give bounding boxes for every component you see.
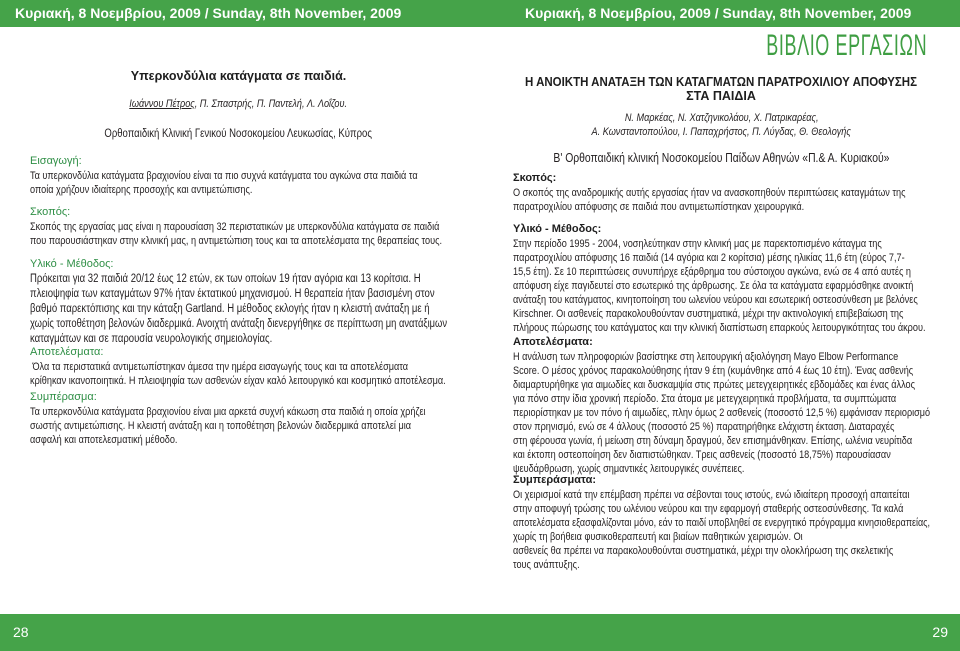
abstract-line: ασφαλή και αποτελεσματική μέθοδο. xyxy=(30,434,178,446)
abstract-line: περιορίστηκαν με τον πόνο ή αιμωδίες, πλην όμως 2 ασθενείς (ποσοστό 12,5 %) εμφάνισαν περιορισμό xyxy=(513,407,930,419)
abstract-line: Τα υπερκονδύλια κατάγματα βραχιονίου είναι τα πιο συχνά κατάγματα του αγκώνα στα παιδιά τα xyxy=(30,170,418,182)
section-heading: Αποτελέσματα: xyxy=(513,336,593,348)
abstract-line: Ο σκοπός της αναδρομικής αυτής εργασίας ήταν να ανασκοπηθούν περιπτώσεις καταγμάτων της xyxy=(513,187,906,199)
abstract-line: Οι χειρισμοί κατά την επέμβαση πρέπει να σέβονται τους ιστούς, ενώ ιδιαίτερη προσοχή απαιτείται xyxy=(513,489,910,501)
abstract-line: παρατροχιλίου απόφυσης 16 παιδιά (14 αγόρια και 2 κορίτσια) μέσης ηλικίας 11,6 έτη (εύρος 7,7- xyxy=(513,252,905,264)
affiliation-block xyxy=(513,151,930,165)
section-heading: Αποτελέσματα: xyxy=(30,346,104,358)
abstract-line: Τα υπερκονδύλια κατάγματα βραχιονίου είναι μια αρκετά συχνή κάκωση στα παιδιά η οποία χρήζει xyxy=(30,406,426,418)
abstract-line: και έκτοπη οστεοποίηση δεν διαπιστώθηκαν. Τρεις ασθενείς (ποσοστό 18,75%) παρουσίασαν xyxy=(513,449,891,461)
section-materials-methods xyxy=(30,257,447,347)
left-abstract xyxy=(30,0,447,614)
section-heading: Συμπεράσματα: xyxy=(513,474,596,486)
running-header-text: Κυριακή, 8 Νοεμβρίου, 2009 / Sunday, 8th November, 2009 xyxy=(525,5,912,21)
abstract-line: στη φέρουσα γωνία, ή μείωση στη δύναμη δραγμού, δεν επισημάνθηκαν. Επίσης, ωλένια νευρίτιδα xyxy=(513,435,913,447)
abstract-line: βαθμό παρεκτόπισης και την κάταξη Gartland. Η μέθοδος εκλογής ήταν η κλειστή ανάταξη με ή xyxy=(30,303,430,315)
abstract-line: 15,5 έτη). Σε 10 περιπτώσεις συνυπήρχε εξάρθρημα του σύστοιχου αγκώνα, ενώ σε 4 από αυτές η xyxy=(513,266,911,278)
section-heading: Συμπέρασμα: xyxy=(30,391,97,403)
abstract-title-block xyxy=(525,75,917,103)
section-results xyxy=(30,345,447,388)
footer-band-right xyxy=(480,614,960,651)
abstract-title-line: ΣΤΑ ΠΑΙΔΙΑ xyxy=(686,89,756,103)
abstract-line: ασθενείς θα πρέπει να παρακολουθούνται συστηματικά, μέχρι την ολοκλήρωση της σκελετικής xyxy=(513,545,894,557)
abstract-line: Kirschner. Οι ασθενείς παρακολουθούνταν συστηματικά, μέχρι την ακτινολογική επιβεβαίωση της xyxy=(513,308,904,320)
abstract-line: κρίθηκαν ικανοποιητικά. Η πλειοψηφία των ασθενών είχαν καλό λειτουργικό και κοσμητικό αποτέλεσμα. xyxy=(30,375,446,387)
abstract-line: Σκοπός της εργασίας μας είναι η παρουσίαση 32 περιστατικών με υπερκονδύλια κατάγματα σε παιδιά xyxy=(30,221,440,233)
section-conclusions xyxy=(513,473,930,572)
authors-line: Α. Κωνσταντοπούλου, Ι. Παπαχρήστος, Π. Λύγδας, Θ. Θεολογής xyxy=(591,126,852,138)
authors-block xyxy=(30,97,447,111)
abstract-line: για πόνο στην ίδια χρονική περίοδο. Στα άτομα με μετεγχειρητικά προβλήματα, τα συμπτώματα xyxy=(513,393,897,405)
page-number-right: 29 xyxy=(932,624,948,640)
abstract-line: που παρουσιάστηκαν στην κλινική μας, η αντιμετώπιση τους και τα αποτελέσματα της θεραπείας τους. xyxy=(30,235,443,247)
co-authors: , Π. Σπαστρής, Π. Παντελή, Λ. Λοΐζου. xyxy=(195,98,348,110)
abstract-line: ανάταξη του κατάγματος, κινητοποίηση του ωλενίου νεύρου και εσωτερική οστεοσύνθεση με βελόνες xyxy=(513,294,918,306)
abstract-line: Score. Ο μέσος χρόνος παρακολούθησης ήταν 9 έτη (κυμάνθηκε από 4 έως 10 έτη). Ένας ασθενής xyxy=(513,365,914,377)
right-abstract xyxy=(513,0,930,614)
abstract-line: ψευδάρθρωση, χωρίς σημαντικές λειτουργικές συνέπειες. xyxy=(513,463,745,475)
section-heading: Εισαγωγή: xyxy=(30,155,82,167)
authors-line: Ν. Μαρκέας, Ν. Χατζηνικολάου, Χ. Πατρικαρέας, xyxy=(624,112,819,124)
section-aim xyxy=(513,171,930,214)
abstract-line: χωρίς τη βοήθεια φυσικοθεραπευτή και βιαίων παθητικών χειρισμών. Οι xyxy=(513,531,803,543)
book-title: ΒΙΒΛΙΟ ΕΡΓΑΣΙΩΝ xyxy=(766,29,927,62)
section-introduction xyxy=(30,154,447,197)
abstract-line: καταγμάτων και σε παρουσία νευρολογικής σημειολογίας. xyxy=(30,333,273,345)
affiliation-block xyxy=(30,127,447,141)
section-materials-methods xyxy=(513,222,930,335)
section-heading: Σκοπός: xyxy=(30,206,71,218)
page-number-left: 28 xyxy=(13,624,29,640)
authors-line xyxy=(130,97,348,111)
abstract-line: Όλα τα περιστατικά αντιμετωπίστηκαν άμεσα την ημέρα εισαγωγής τους και τα αποτελέσματα xyxy=(32,361,409,373)
affiliation: Β' Ορθοπαιδική κλινική Νοσοκομείου Παίδων Αθηνών «Π.& Α. Κυριακού» xyxy=(553,151,890,165)
abstract-line: διαμαρτυρήθηκε για αιμωδίες και δυσκαμψία στις πρώτες μετεγχειρητικές εβδομάδες και ένας άλλος xyxy=(513,379,916,391)
abstract-line: Η ανάλυση των πληροφοριών βασίστηκε στη λειτουργική αξιολόγηση Mayo Elbow Performance xyxy=(513,351,899,363)
abstract-line: χωρίς τοποθέτηση βελονών διαδερμικά. Ανοιχτή ανάταξη διενεργήθηκε σε περίπτωση μη ανατάξιμων xyxy=(30,318,447,330)
section-conclusion xyxy=(30,390,447,447)
abstract-line: στην αποφυγή τρώσης του ωλένιου νεύρου και την εφαρμογή σταθερής οστεοσύνθεσης. Τα καλά xyxy=(513,503,904,515)
abstract-line: αποτελέσματα εξασφαλίζονται μόνο, εάν το παιδί υποβληθεί σε ενεργητικό πρόγραμμα κινησιοθεραπείας, xyxy=(513,517,930,529)
abstract-line: Πρόκειται για 32 παιδιά 20/12 έως 12 ετών, εκ των οποίων 19 ήταν αγόρια και 13 κορίτσια. Η xyxy=(30,273,421,285)
affiliation: Ορθοπαιδική Κλινική Γενικού Νοσοκομείου Λευκωσίας, Κύπρος xyxy=(104,128,373,140)
abstract-line: πλήρους πώρωσης του κατάγματος και την κλινική διαπίστωση επαρκούς λειτουργικότητας του άκρου. xyxy=(513,322,926,334)
abstract-line: οποία χρήζουν ιδιαίτερης προσοχής και αντιμετώπισης. xyxy=(30,184,253,196)
section-results xyxy=(513,335,930,476)
section-heading: Υλικό - Μέθοδος: xyxy=(30,258,114,270)
abstract-title: Υπερκονδύλια κατάγματα σε παιδιά. xyxy=(130,69,347,83)
abstract-line: στον πρηνισμό, ενώ σε 4 άλλους (ποσοστό 25 %) παρατηρήθηκε ελάχιστη έκταση. Διαταραχές xyxy=(513,421,895,433)
section-aim xyxy=(30,205,447,248)
authors-block xyxy=(513,111,930,139)
section-heading: Σκοπός: xyxy=(513,172,557,184)
section-heading: Υλικό - Μέθοδος: xyxy=(513,223,602,235)
abstract-line: απόφυση είχε παγιδευτεί στο εσωτερικό της άρθρωσης. Σε όλα τα κατάγματα εφαρμόσθηκε ανοικτή xyxy=(513,280,914,292)
presenting-author: Ιωάννου Πέτρος xyxy=(129,98,196,110)
abstract-line: παρατροχιλίου απόφυσης σε παιδιά που αντιμετωπίστηκαν χειρουργικά. xyxy=(513,201,805,213)
abstract-title-line: Η ΑΝΟΙΚΤΗ ΑΝΑΤΑΞΗ ΤΩΝ ΚΑΤΑΓΜΑΤΩΝ ΠΑΡΑΤΡΟΧΙΛΙΟΥ ΑΠΟΦΥΣΗΣ xyxy=(525,75,917,89)
abstract-line: τους ανάπτυξης. xyxy=(513,559,580,571)
abstract-line: πλειοψηφία των καταγμάτων 97% ήταν έκτατικού μηχανισμού. Η θεραπεία ήταν βασισμένη στον xyxy=(30,288,435,300)
running-header-text: Κυριακή, 8 Νοεμβρίου, 2009 / Sunday, 8th November, 2009 xyxy=(15,5,402,21)
abstract-title-block xyxy=(30,68,447,84)
abstract-line: σωστής αντιμετώπισης. Η κλειστή ανάταξη και η τοποθέτηση βελονών διαδερμικά αποτελεί μια xyxy=(30,420,412,432)
abstract-line: Στην περίοδο 1995 - 2004, νοσηλεύτηκαν στην κλινική μας με παρεκτοπισμένο κάταγμα της xyxy=(513,238,882,250)
footer-band-left xyxy=(0,614,480,651)
